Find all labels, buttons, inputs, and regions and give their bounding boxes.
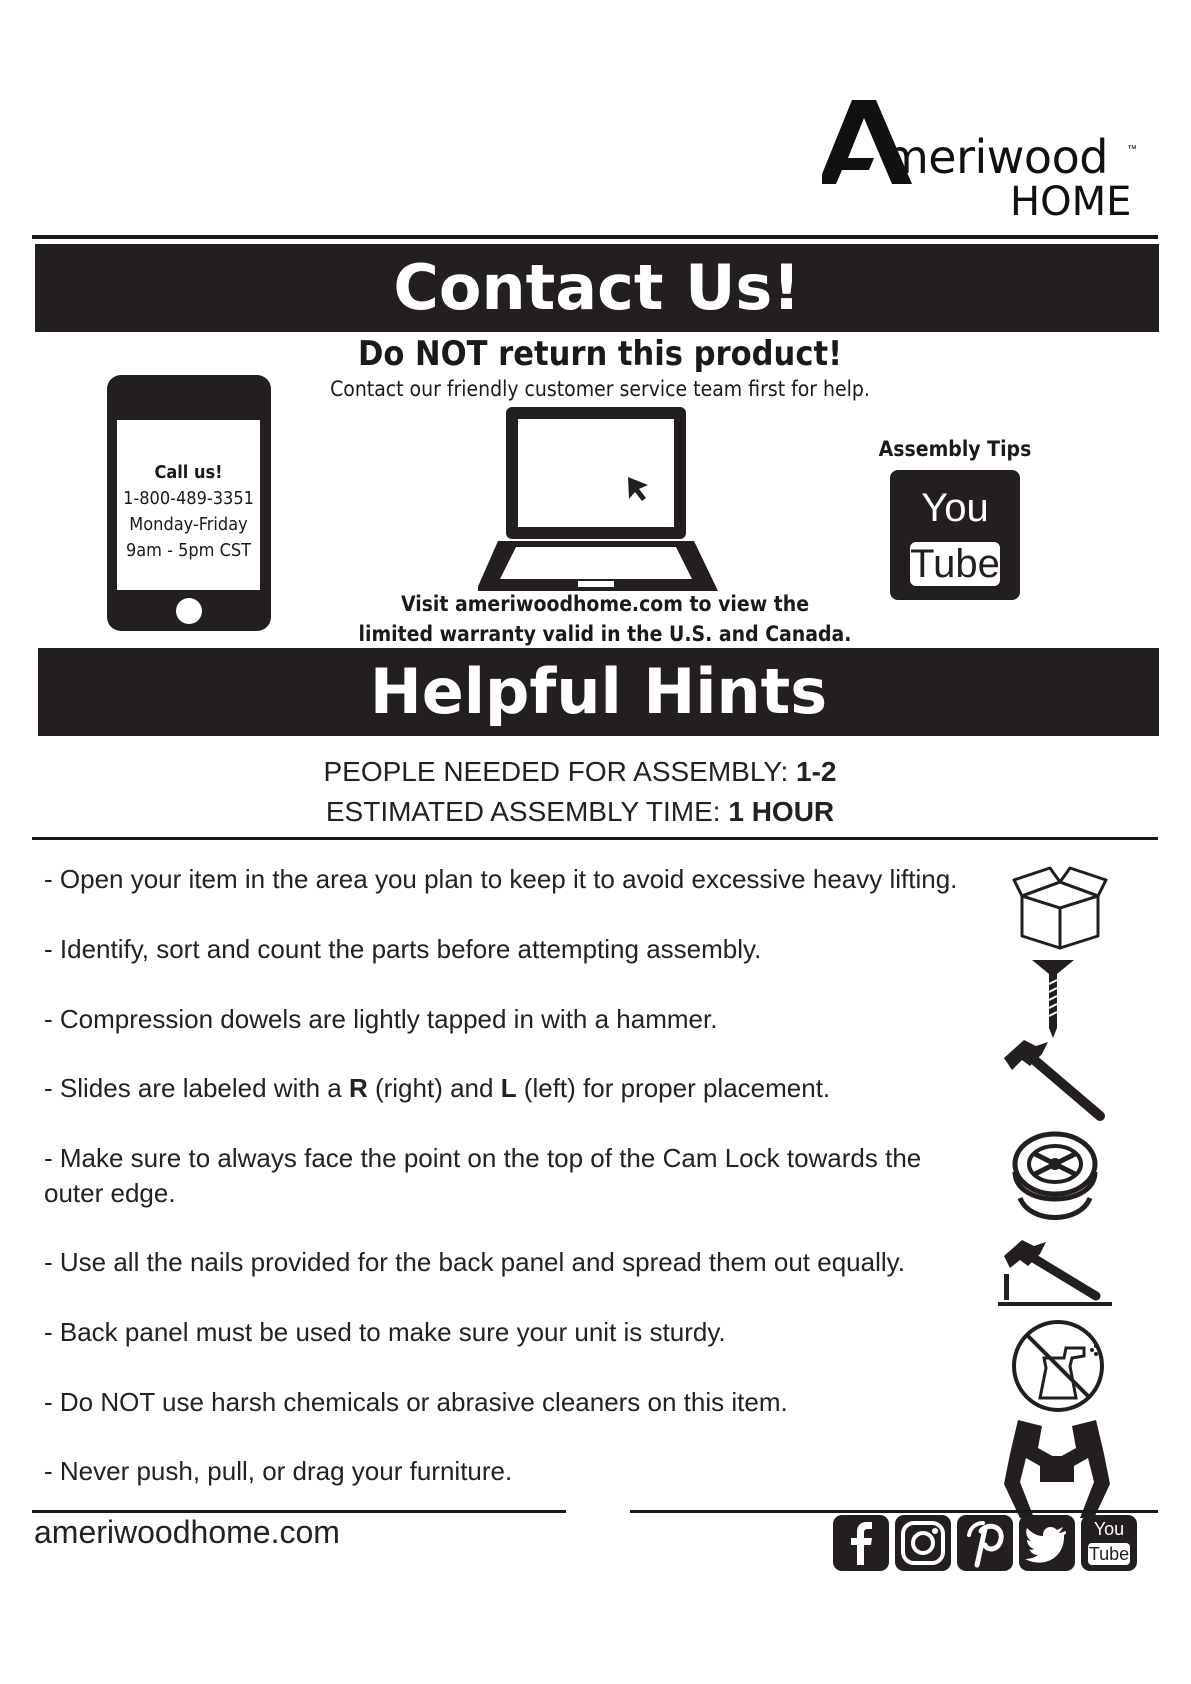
hint-item: - Compression dowels are lightly tapped in with a hammer. xyxy=(44,1004,718,1034)
no-spray-icon xyxy=(1010,1318,1106,1414)
laptop-icon xyxy=(478,403,718,591)
helpful-hints-banner xyxy=(38,648,1159,736)
footer-rule-left xyxy=(32,1510,566,1513)
youtube-tube-text: Tube xyxy=(910,542,1000,586)
screw-icon xyxy=(1028,960,1078,1038)
people-needed: PEOPLE NEEDED FOR ASSEMBLY: 1-2 xyxy=(323,756,837,787)
call-us-label: Call us! xyxy=(154,462,223,483)
footer-rule-right xyxy=(630,1510,1158,1513)
hint-item: - Slides are labeled with a R (right) and L (left) for proper placement. xyxy=(44,1073,831,1103)
warranty-line-1: Visit ameriwoodhome.com to view the xyxy=(400,592,810,616)
logo-word: meriwood xyxy=(884,130,1108,184)
youtube-icon[interactable] xyxy=(1081,1515,1137,1571)
assembly-time: ESTIMATED ASSEMBLY TIME: 1 HOUR xyxy=(325,796,835,827)
hint-item: - Back panel must be used to make sure your unit is sturdy. xyxy=(44,1317,726,1347)
do-not-return-heading: Do NOT return this product! xyxy=(357,334,843,374)
assembly-tips-label: Assembly Tips xyxy=(878,437,1032,461)
hints-rule xyxy=(32,837,1158,840)
phone-screen xyxy=(117,420,260,590)
hint-item: - Do NOT use harsh chemicals or abrasive cleaners on this item. xyxy=(44,1387,788,1417)
twitter-icon[interactable] xyxy=(1019,1515,1075,1571)
warranty-note xyxy=(300,589,910,649)
warranty-line-2: limited warranty valid in the U.S. and Canada. xyxy=(358,622,852,646)
assembly-requirements xyxy=(200,752,960,832)
contact-subhead: Contact our friendly customer service team first for help. xyxy=(330,377,870,401)
footer-youtube-tube: Tube xyxy=(1088,1544,1130,1564)
logo-home: HOME xyxy=(1010,179,1132,225)
box-icon xyxy=(1010,860,1110,950)
phone-hours: 9am - 5pm CST xyxy=(125,540,252,561)
website-link[interactable]: ameriwoodhome.com xyxy=(34,1514,340,1550)
youtube-icon[interactable] xyxy=(890,470,1020,600)
phone-days: Monday-Friday xyxy=(129,514,248,535)
phone-icon xyxy=(107,375,271,631)
hint-item: - Use all the nails provided for the back panel and spread them out equally. xyxy=(44,1247,905,1277)
cam-lock-icon xyxy=(1010,1128,1100,1228)
two-person-lift-icon xyxy=(1000,1418,1114,1520)
youtube-you-text: You xyxy=(921,486,989,530)
instagram-icon[interactable] xyxy=(895,1515,951,1571)
hint-item: - Identify, sort and count the parts before attempting assembly. xyxy=(44,934,762,964)
phone-home-button xyxy=(176,598,202,624)
hint-item: - Make sure to always face the point on the top of the Cam Lock towards the outer edge. xyxy=(44,1143,922,1208)
pinterest-icon[interactable] xyxy=(957,1515,1013,1571)
ameriwood-home-logo xyxy=(822,96,1142,226)
logo-trademark: ™ xyxy=(1127,144,1137,155)
contact-us-banner xyxy=(35,244,1159,332)
phone-info xyxy=(117,460,260,564)
helpful-hints-title: Helpful Hints xyxy=(369,655,828,728)
hint-item: - Open your item in the area you plan to keep it to avoid excessive heavy lifting. xyxy=(44,864,958,894)
top-rule xyxy=(32,235,1158,239)
contact-us-title: Contact Us! xyxy=(393,251,801,324)
hammer-icon xyxy=(1002,1036,1108,1122)
nail-hammer-icon xyxy=(996,1236,1114,1310)
hint-item: - Never push, pull, or drag your furniture. xyxy=(44,1456,513,1486)
phone-number: 1-800-489-3351 xyxy=(123,488,254,509)
footer-youtube-you: You xyxy=(1093,1519,1125,1539)
facebook-icon[interactable] xyxy=(833,1515,889,1571)
